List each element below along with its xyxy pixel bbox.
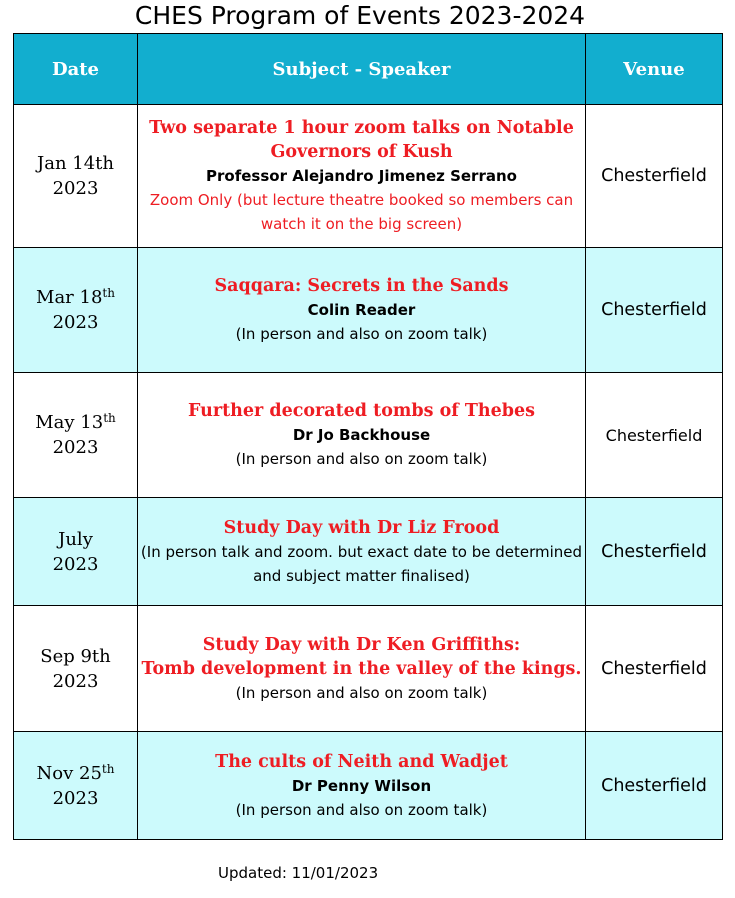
event-date [14,248,138,373]
header-venue: Venue [586,34,723,105]
event-subject-line2: Tomb development in the valley of the kings. [141,658,582,679]
event-subject: The cults of Neith and Wadjet [215,751,508,772]
event-speaker: Dr Penny Wilson [291,776,432,795]
event-note: (In person and also on zoom talk) [235,800,488,819]
date-line1: Sep 9th [40,645,111,667]
event-subject: Study Day with Dr Ken Griffiths: [202,634,521,655]
date-year: 2023 [52,437,99,458]
event-subject-cell [138,105,586,248]
updated-date: Updated: 11/01/2023 [218,864,379,882]
table-row [14,105,723,248]
event-note: Zoom Only (but lecture theatre booked so members can watch it on the big screen) [149,191,574,233]
header-date: Date [14,34,138,105]
date-suffix: th [103,411,116,425]
event-date [14,606,138,732]
event-note: (In person talk and zoom. but exact date to be determined and subject matter finalised) [140,542,583,585]
table-row [14,606,723,732]
event-venue: Chesterfield [586,606,723,732]
event-subject: Two separate 1 hour zoom talks on Notable Governors of Kush [149,118,574,162]
date-line1: Jan 14th [37,153,114,174]
page-title: CHES Program of Events 2023-2024 [134,1,586,30]
date-year: 2023 [52,670,99,692]
date-line1: Nov 25 [36,762,102,784]
date-year: 2023 [52,553,99,575]
date-year: 2023 [52,178,99,199]
event-note: (In person and also on zoom talk) [235,683,488,702]
event-subject-cell [138,373,586,498]
event-date [14,732,138,840]
table-row [14,732,723,840]
table-row [14,248,723,373]
event-venue: Chesterfield [586,498,723,606]
event-venue: Chesterfield [586,248,723,373]
event-venue: Chesterfield [586,732,723,840]
date-year: 2023 [52,787,99,809]
date-suffix: th [102,286,115,300]
event-date [14,105,138,248]
event-subject: Saqqara: Secrets in the Sands [214,276,509,296]
event-subject: Study Day with Dr Liz Frood [223,517,500,538]
event-speaker: Professor Alejandro Jimenez Serrano [206,167,517,185]
table-header-row [14,34,723,105]
date-suffix: th [101,761,115,776]
date-year: 2023 [52,312,99,333]
event-subject-cell [138,606,586,732]
event-subject: Further decorated tombs of Thebes [188,401,535,421]
events-table [13,33,723,840]
date-line1: July [58,528,93,550]
event-speaker: Colin Reader [307,301,416,319]
event-date [14,373,138,498]
event-note: (In person and also on zoom talk) [235,450,488,468]
table-row [14,373,723,498]
date-line1: Mar 18 [36,287,103,308]
header-subject: Subject - Speaker [138,34,586,105]
event-venue: Chesterfield [586,105,723,248]
event-subject-cell [138,498,586,606]
event-subject-cell [138,732,586,840]
event-subject-cell [138,248,586,373]
event-venue: Chesterfield [586,373,723,498]
event-date [14,498,138,606]
event-speaker: Dr Jo Backhouse [292,426,431,444]
date-line1: May 13 [35,412,104,433]
table-row [14,498,723,606]
event-note: (In person and also on zoom talk) [235,325,488,343]
